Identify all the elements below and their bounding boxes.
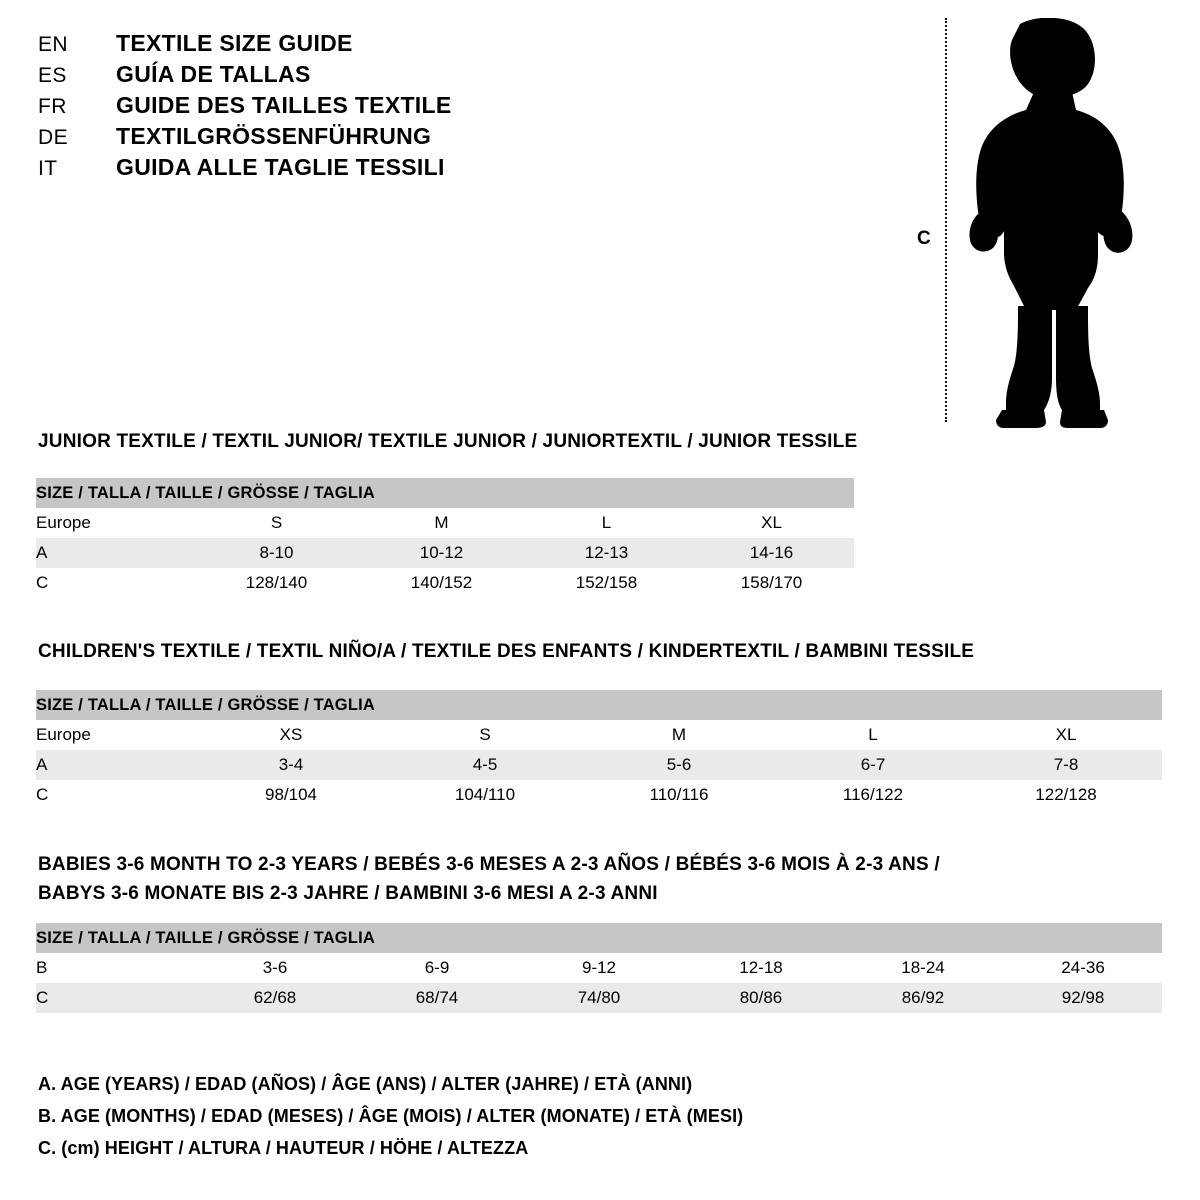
table-cell: 140/152 [359, 568, 524, 598]
table-band-label: SIZE / TALLA / TAILLE / GRÖSSE / TAGLIA [36, 923, 1162, 953]
language-title: GUÍA DE TALLAS [116, 61, 311, 87]
language-code: DE [38, 126, 68, 149]
table-cell: 74/80 [518, 983, 680, 1013]
row-label: A [36, 538, 194, 568]
table-cell: XL [689, 508, 854, 538]
section-title-junior: JUNIOR TEXTILE / TEXTIL JUNIOR/ TEXTILE JUNIOR / JUNIORTEXTIL / JUNIOR TESSILE [38, 431, 858, 452]
language-code: EN [38, 33, 68, 56]
language-row-en [38, 30, 452, 61]
legend-line-c: C. (cm) HEIGHT / ALTURA / HAUTEUR / HÖHE / ALTEZZA [38, 1138, 529, 1158]
table-cell: 6-9 [356, 953, 518, 983]
table-cell: 4-5 [388, 750, 582, 780]
section-title-babies-line2: BABYS 3-6 MONATE BIS 2-3 JAHRE / BAMBINI 3-6 MESI A 2-3 ANNI [38, 883, 658, 904]
table-row [36, 720, 1162, 750]
table-cell: 8-10 [194, 538, 359, 568]
table-row [36, 568, 854, 598]
language-title: GUIDA ALLE TAGLIE TESSILI [116, 154, 445, 180]
table-cell: 80/86 [680, 983, 842, 1013]
table-children [36, 690, 1162, 810]
table-cell: 152/158 [524, 568, 689, 598]
table-cell: 14-16 [689, 538, 854, 568]
table-cell: S [194, 508, 359, 538]
legend-line-a: A. AGE (YEARS) / EDAD (AÑOS) / ÂGE (ANS) / ALTER (JAHRE) / ETÀ (ANNI) [38, 1074, 693, 1094]
table-cell: 116/122 [776, 780, 970, 810]
table-cell: 128/140 [194, 568, 359, 598]
table-junior [36, 478, 854, 598]
table-cell: 12-13 [524, 538, 689, 568]
section-title-babies-line1: BABIES 3-6 MONTH TO 2-3 YEARS / BEBÉS 3-6 MESES A 2-3 AÑOS / BÉBÉS 3-6 MOIS À 2-3 ANS / [38, 854, 940, 875]
table-cell: 5-6 [582, 750, 776, 780]
table-cell: L [776, 720, 970, 750]
language-title: GUIDE DES TAILLES TEXTILE [116, 92, 452, 118]
table-cell: XS [194, 720, 388, 750]
table-cell: M [359, 508, 524, 538]
table-babies [36, 923, 1162, 1013]
table-row [36, 953, 1162, 983]
language-title-list [38, 30, 452, 185]
table-cell: 104/110 [388, 780, 582, 810]
table-cell: 18-24 [842, 953, 1004, 983]
table-cell: 10-12 [359, 538, 524, 568]
section-title-children: CHILDREN'S TEXTILE / TEXTIL NIÑO/A / TEXTILE DES ENFANTS / KINDERTEXTIL / BAMBINI TESSILE [38, 641, 975, 662]
table-cell: 68/74 [356, 983, 518, 1013]
table-cell: 110/116 [582, 780, 776, 810]
table-row [36, 508, 854, 538]
table-cell: 24-36 [1004, 953, 1162, 983]
row-label: Europe [36, 720, 194, 750]
table-cell: 98/104 [194, 780, 388, 810]
table-cell: 3-4 [194, 750, 388, 780]
table-cell: 158/170 [689, 568, 854, 598]
table-cell: 7-8 [970, 750, 1162, 780]
table-row [36, 780, 1162, 810]
row-label: A [36, 750, 194, 780]
row-label: Europe [36, 508, 194, 538]
table-cell: 9-12 [518, 953, 680, 983]
table-cell: 3-6 [194, 953, 356, 983]
table-row [36, 478, 854, 508]
table-row [36, 923, 1162, 953]
language-row-fr [38, 92, 452, 123]
measure-label-c: C [917, 228, 931, 249]
measure-dotted-line [945, 18, 947, 422]
row-label: B [36, 953, 194, 983]
height-measure-figure [900, 10, 1160, 430]
language-code: IT [38, 157, 58, 180]
language-title: TEXTILGRÖSSENFÜHRUNG [116, 123, 432, 149]
language-row-it [38, 154, 452, 185]
table-row [36, 983, 1162, 1013]
legend-block [38, 1068, 743, 1164]
language-code: ES [38, 64, 67, 87]
table-cell: XL [970, 720, 1162, 750]
language-row-es [38, 61, 452, 92]
table-cell: S [388, 720, 582, 750]
language-title: TEXTILE SIZE GUIDE [116, 30, 353, 56]
table-cell: 6-7 [776, 750, 970, 780]
table-row [36, 750, 1162, 780]
table-cell: 62/68 [194, 983, 356, 1013]
language-row-de [38, 123, 452, 154]
table-row [36, 538, 854, 568]
language-code: FR [38, 95, 67, 118]
table-cell: 92/98 [1004, 983, 1162, 1013]
row-label: C [36, 568, 194, 598]
table-band-label: SIZE / TALLA / TAILLE / GRÖSSE / TAGLIA [36, 478, 854, 508]
table-band-label: SIZE / TALLA / TAILLE / GRÖSSE / TAGLIA [36, 690, 1162, 720]
row-label: C [36, 983, 194, 1013]
table-cell: 122/128 [970, 780, 1162, 810]
legend-line-b: B. AGE (MONTHS) / EDAD (MESES) / ÂGE (MOIS) / ALTER (MONATE) / ETÀ (MESI) [38, 1106, 744, 1126]
table-cell: L [524, 508, 689, 538]
table-cell: M [582, 720, 776, 750]
table-cell: 86/92 [842, 983, 1004, 1013]
table-row [36, 690, 1162, 720]
table-cell: 12-18 [680, 953, 842, 983]
row-label: C [36, 780, 194, 810]
child-silhouette-icon [948, 18, 1153, 428]
